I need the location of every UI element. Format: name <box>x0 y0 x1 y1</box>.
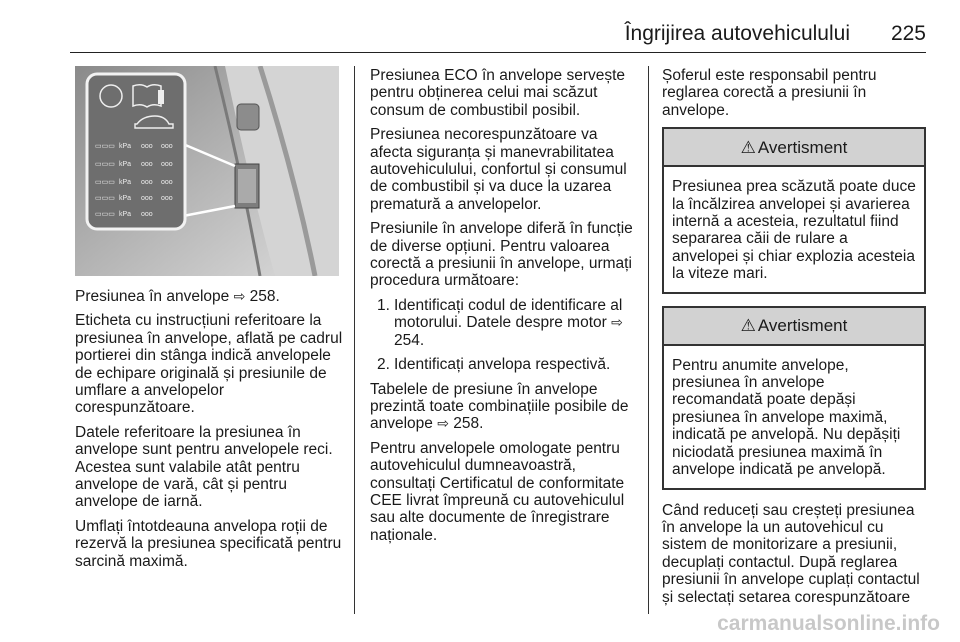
pressure-unit: kPa <box>119 195 132 202</box>
running-header-title: Îngrijirea autovehiculului <box>624 22 850 45</box>
warning-icon: ⚠ <box>740 137 756 157</box>
pressure-value: ooo <box>141 211 153 218</box>
page-reference-icon: ⇨ <box>233 288 246 304</box>
pressure-value: ooo <box>141 179 153 186</box>
column-1 <box>75 288 343 577</box>
page-reference-icon: ⇨ <box>437 415 449 432</box>
pressure-value: ooo <box>161 179 173 186</box>
svg-text:▭▭▭: ▭▭▭ <box>95 143 115 150</box>
list-item: 1. Identificați codul de identificare al motorului. Datele despre motor ⇨ 254. <box>377 296 623 349</box>
pressure-unit: kPa <box>119 179 132 186</box>
paragraph: Șoferul este responsabil pentru reglarea corectă a presiunii în anvelope. <box>662 67 877 119</box>
paragraph: Tabelele de presiune în anvelope prezintă toate combinațiile posibile de anvelope ⇨ 258. <box>370 380 629 433</box>
paragraph: Umflați întotdeauna anvelopa roții de rezervă la presiunea specificată pentru sarcină maximă. <box>75 517 342 570</box>
pressure-value: ooo <box>161 161 173 168</box>
warning-header <box>664 308 924 346</box>
paragraph: Când reduceți sau creșteți presiunea în anvelope la un autovehicul cu sistem de monitorizare a presiunii, decuplați contactul. După reglarea presiunii în anvelope cuplați contactul și selectați setarea corespunzătoare <box>662 501 920 606</box>
svg-text:▭▭▭: ▭▭▭ <box>95 179 115 186</box>
page-reference-icon: ⇨ <box>611 314 623 331</box>
pressure-value: ooo <box>141 161 153 168</box>
paragraph: Datele referitoare la presiunea în anvelope sunt pentru anvelopele reci. Acestea sunt valabile atât pentru anvelope de vară, cât și pentru anvelope de iarnă. <box>75 423 333 511</box>
pressure-value: ooo <box>161 143 173 150</box>
column-divider <box>354 66 355 614</box>
svg-text:▭▭▭: ▭▭▭ <box>95 161 115 168</box>
warning-label: Avertisment <box>757 137 848 157</box>
page-reference-link[interactable]: 254. <box>394 331 425 349</box>
list-item: 2. Identificați anvelopa respectivă. <box>377 356 611 374</box>
pressure-value: ooo <box>141 143 153 150</box>
page-reference-link[interactable]: 258. <box>453 415 484 433</box>
paragraph: Presiunea ECO în anvelope servește pentru obținerea celui mai scăzut consum de combustibil posibil. <box>370 67 626 119</box>
warning-label: Avertisment <box>757 315 848 335</box>
paragraph: Eticheta cu instrucțiuni referitoare la presiunea în anvelope, aflată pe cadrul portierei din stânga indică anvelopele de echipare originală și presiunile de umflare a anvelopelor corespunzătoare. <box>75 312 343 417</box>
column-2 <box>370 67 635 551</box>
label-row <box>95 211 153 218</box>
pressure-value: ooo <box>141 195 153 202</box>
paragraph: Pentru anvelopele omologate pentru autovehiculul dumneavoastră, consultați Certificatul de conformitate CEE livrat împreună cu autovehiculul sau alte documente de înregistrare naționale. <box>370 439 625 544</box>
header-rule <box>70 52 926 53</box>
column-divider <box>648 66 649 614</box>
paragraph: Presiunea necorespunzătoare va afecta siguranța și manevrabilitatea autovehiculului, confortul și consumul de combustibil și va duce la uzarea prematură a anvelopelor. <box>370 126 627 213</box>
watermark: carmanualsonline.info <box>717 612 940 635</box>
pressure-unit: kPa <box>119 211 132 218</box>
warning-text: Pentru anumite anvelope, presiunea în anvelope recomandată poate depăși presiunea în anvelope maximă, indicată pe anvelopă. Nu depășiți niciodată presiunea maximă în anvelope indicată pe anvelopă. <box>672 356 901 479</box>
tire-pressure-label-illustration <box>75 66 339 276</box>
pressure-value: ooo <box>161 195 173 202</box>
paragraph: Presiunile în anvelope diferă în funcție de diverse opțiuni. Pentru valoarea corectă a presiunii în anvelope, urmați procedura următoare: <box>370 220 633 290</box>
warning-box <box>662 127 926 293</box>
svg-text:▭▭▭: ▭▭▭ <box>95 195 115 202</box>
paragraph: Presiunea în anvelope ⇨ 258. <box>75 288 280 305</box>
numbered-list <box>370 297 635 374</box>
pressure-unit: kPa <box>119 143 132 150</box>
warning-box <box>662 306 926 490</box>
column-3 <box>662 67 926 613</box>
warning-header <box>664 129 924 167</box>
svg-text:▭▭▭: ▭▭▭ <box>95 211 115 218</box>
page-reference-link[interactable]: 258. <box>249 288 280 305</box>
pressure-unit: kPa <box>119 161 132 168</box>
warning-text: Presiunea prea scăzută poate duce la încălzirea anvelopei și avarierea internă a acesteia, rezultatul fiind separarea căii de rulare a anvelopei și chiar explozia acesteia la viteze mari. <box>672 178 916 283</box>
warning-icon: ⚠ <box>740 315 756 335</box>
page-number: 225 <box>890 22 926 45</box>
